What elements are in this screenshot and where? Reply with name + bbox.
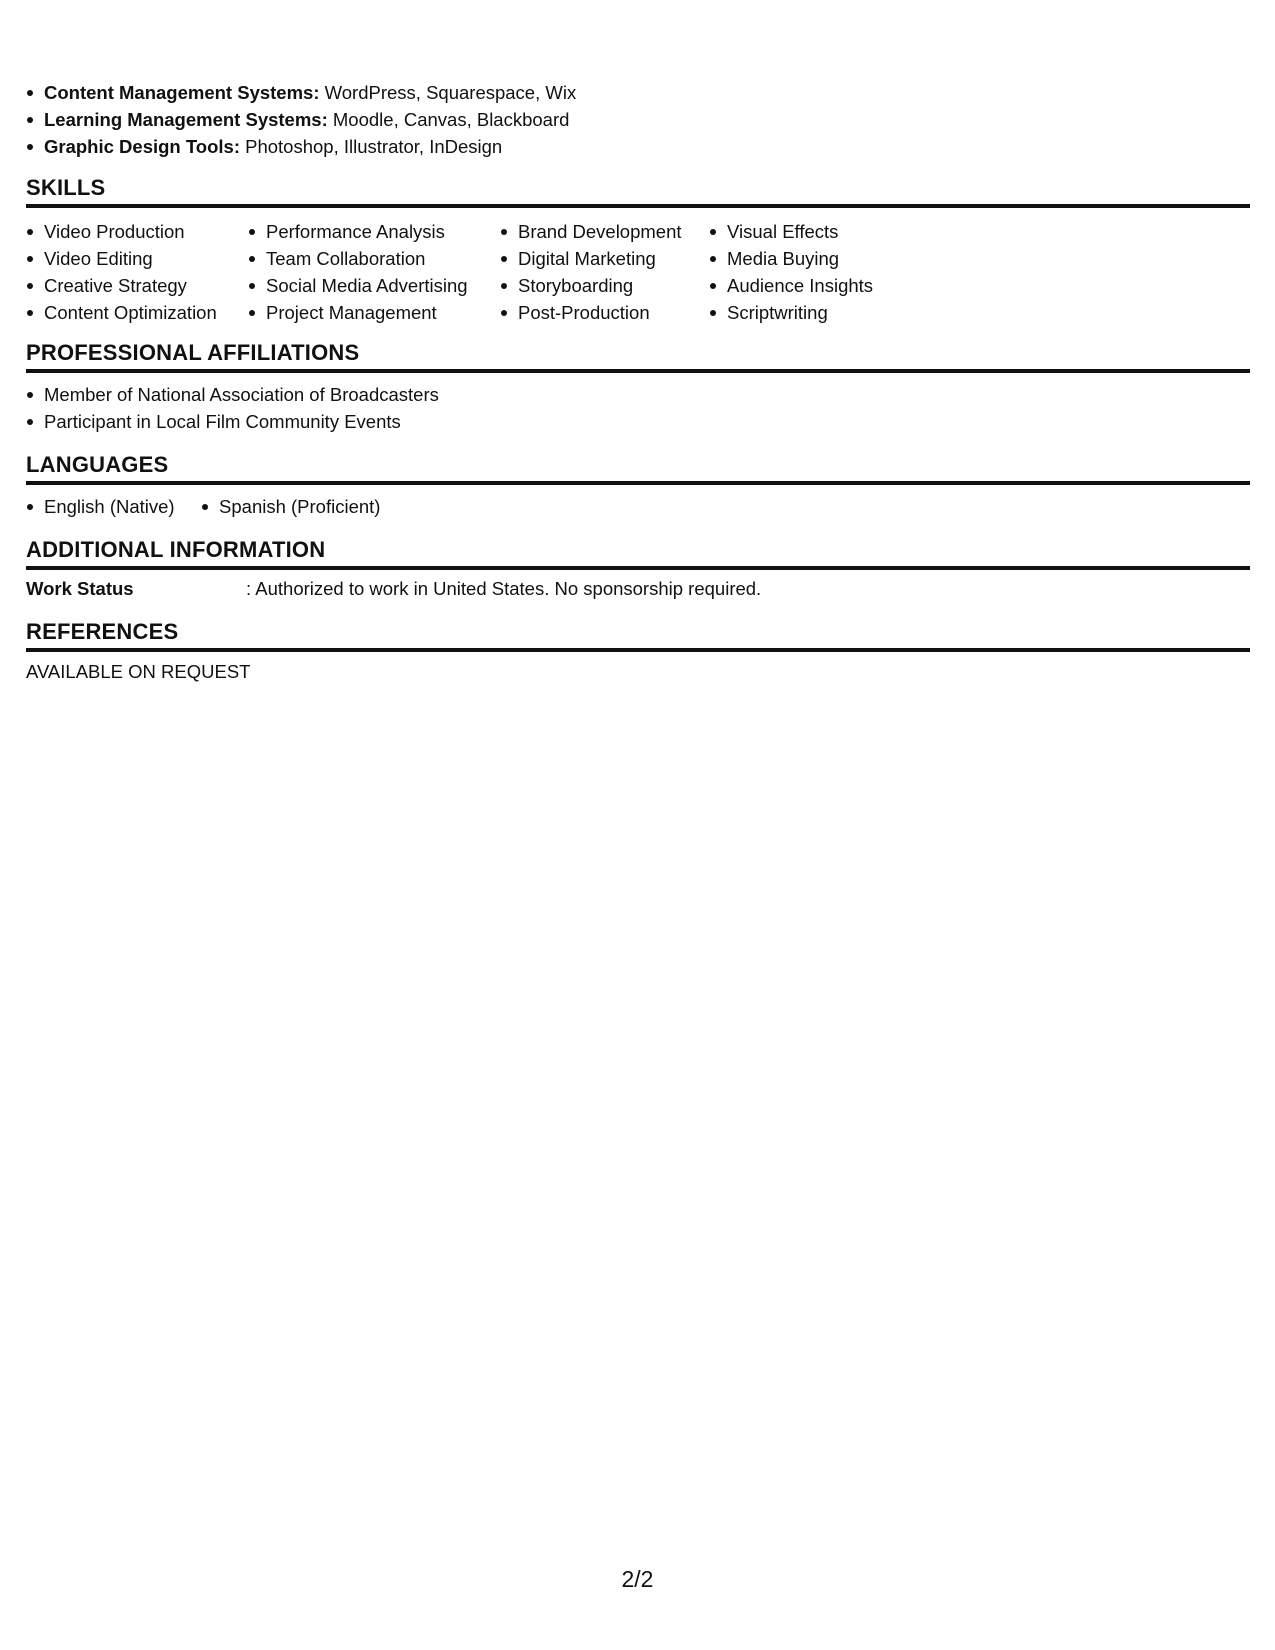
tool-category-label: Graphic Design Tools:	[44, 136, 240, 157]
skill-item: Storyboarding	[500, 272, 682, 299]
tool-category-value: Moodle, Canvas, Blackboard	[332, 109, 570, 130]
language-item: Spanish (Proficient)	[201, 493, 380, 520]
references-heading: REFERENCES	[26, 619, 1250, 652]
skills-heading: SKILLS	[26, 175, 1250, 208]
skill-item: Video Production	[26, 218, 217, 245]
technical-tools-list	[26, 79, 576, 160]
skill-item: Brand Development	[500, 218, 682, 245]
languages-heading: LANGUAGES	[26, 452, 1250, 485]
work-status-label: Work Status	[26, 578, 134, 599]
skill-item: Social Media Advertising	[248, 272, 468, 299]
tool-category-value: Photoshop, Illustrator, InDesign	[245, 136, 503, 157]
tool-category-value: WordPress, Squarespace, Wix	[324, 82, 577, 103]
skills-column	[26, 218, 217, 326]
tool-category-label: Learning Management Systems:	[44, 109, 328, 130]
skill-item: Audience Insights	[709, 272, 873, 299]
work-status-value: : Authorized to work in United States. No sponsorship required.	[246, 578, 762, 599]
skill-item: Digital Marketing	[500, 245, 682, 272]
affiliations-heading: PROFESSIONAL AFFILIATIONS	[26, 340, 1250, 373]
affiliations-list	[26, 381, 439, 435]
list-item	[26, 79, 576, 106]
tool-category-label: Content Management Systems:	[44, 82, 320, 103]
skill-item: Post-Production	[500, 299, 682, 326]
page-number: 2/2	[621, 1566, 654, 1592]
additional-info-heading: ADDITIONAL INFORMATION	[26, 537, 1250, 570]
skill-item: Team Collaboration	[248, 245, 468, 272]
skill-item: Scriptwriting	[709, 299, 873, 326]
skills-column	[500, 218, 682, 326]
affiliation-item: Participant in Local Film Community Events	[26, 408, 439, 435]
languages-list	[26, 493, 402, 520]
list-item	[26, 106, 576, 133]
skill-item: Visual Effects	[709, 218, 873, 245]
skill-item: Content Optimization	[26, 299, 217, 326]
affiliation-item: Member of National Association of Broadcasters	[26, 381, 439, 408]
skill-item: Media Buying	[709, 245, 873, 272]
language-item: English (Native)	[26, 493, 175, 520]
skills-column	[248, 218, 468, 326]
skill-item: Project Management	[248, 299, 468, 326]
list-item	[26, 133, 576, 160]
work-status-row	[26, 575, 761, 602]
skills-column	[709, 218, 873, 326]
skill-item: Performance Analysis	[248, 218, 468, 245]
skill-item: Creative Strategy	[26, 272, 217, 299]
skill-item: Video Editing	[26, 245, 217, 272]
references-text: AVAILABLE ON REQUEST	[26, 661, 251, 682]
